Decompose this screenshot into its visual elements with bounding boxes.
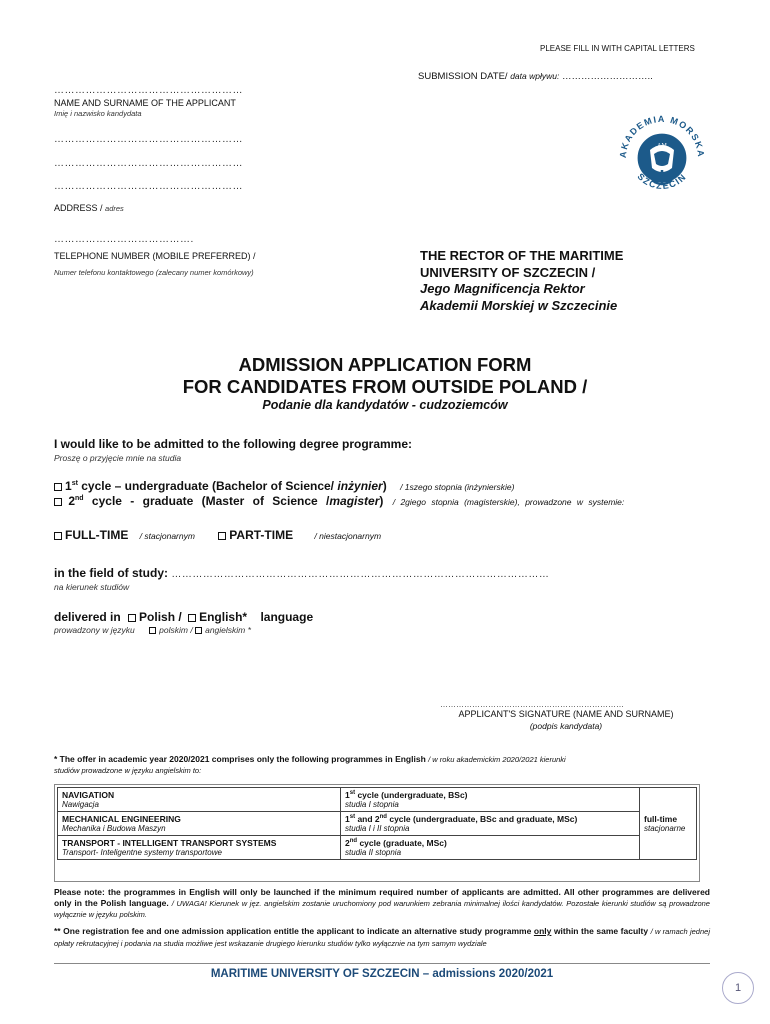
signature-field[interactable]: …………………………………………………………… — [440, 700, 624, 709]
offer-note — [54, 754, 714, 776]
table-cell-mode — [640, 788, 697, 860]
cycle-text: cycle (undergraduate, BSc) — [355, 790, 468, 800]
cycle-pl: studia I i II stopnia — [345, 824, 410, 833]
offer-text-pl: / w roku akademickim 2020/2021 kierunki — [428, 755, 566, 764]
footer-text: MARITIME UNIVERSITY OF SZCZECIN – admissions 2020/2021 — [210, 968, 554, 980]
cycle1-text: cycle – undergraduate (Bachelor of Science/ — [77, 479, 338, 493]
mode-label-pl: stacjonarne — [644, 824, 686, 833]
address-label-pl: adres — [105, 204, 124, 213]
field-of-study — [54, 566, 549, 580]
cycle2-pl: / 2giego stopnia (magisterskie), prowadzone w systemie: — [392, 497, 625, 507]
cycle2-sup: nd — [75, 495, 84, 502]
programme-heading: I would like to be admitted to the following degree programme: — [54, 437, 413, 451]
note-2-text-pl: / w ramach jednej opłaty rekrutacyjnej i podania na studia możliwe jest wskazanie drugiego kierunku studiów tylko wyłącznie na tym samym wydziale — [54, 927, 710, 948]
cycle-sup-2: nd — [379, 814, 387, 821]
fulltime-pl: / stacjonarnym — [139, 531, 195, 541]
table-row — [58, 788, 697, 812]
cycle-sup: nd — [349, 838, 358, 845]
cycle2-option[interactable] — [54, 494, 624, 508]
polish-pl-checkbox[interactable] — [149, 627, 156, 634]
cycle-text-2: cycle (undergraduate, BSc and graduate, MSc) — [386, 814, 578, 824]
submission-date-label-pl: data wpływu: — [510, 71, 560, 81]
polish-checkbox[interactable] — [128, 614, 136, 622]
cycle1-checkbox[interactable] — [54, 483, 62, 491]
programme-name: TRANSPORT - INTELLIGENT TRANSPORT SYSTEMS — [62, 838, 277, 848]
name-label-pl: Imię i nazwisko kandydata — [54, 109, 142, 118]
fulltime-label: FULL-TIME — [65, 528, 129, 542]
english-label: English* — [199, 610, 248, 624]
note-2-only: only — [533, 926, 552, 936]
university-logo — [612, 106, 712, 206]
logo-text-bottom: SZCZECIN — [635, 171, 689, 192]
rector-line-4: Akademii Morskiej w Szczecinie — [420, 297, 618, 313]
cycle2-num: 2 — [68, 494, 76, 508]
rector-line-2: UNIVERSITY OF SZCZECIN / — [420, 264, 596, 280]
address-field-3[interactable]: ……………………………………………… — [54, 181, 243, 192]
table-row — [58, 836, 697, 860]
offer-text: * The offer in academic year 2020/2021 comprises only the following programmes in English — [54, 754, 426, 764]
cycle1-sup: st — [71, 480, 78, 487]
cycle1-pl: / 1szego stopnia (inżynierskie) — [400, 482, 515, 492]
parttime-checkbox[interactable] — [218, 532, 226, 540]
footer-divider — [54, 963, 710, 964]
name-label: NAME AND SURNAME OF THE APPLICANT — [54, 98, 236, 108]
english-pl: angielskim * — [205, 625, 251, 635]
cycle2-text: cycle - graduate (Master of Science / — [83, 494, 330, 508]
note-programmes — [54, 887, 710, 921]
programme-name: MECHANICAL ENGINEERING — [62, 814, 181, 824]
note-registration — [54, 926, 710, 949]
cycle1-close: ) — [382, 479, 387, 493]
delivered-pl: prowadzony w języku — [54, 625, 135, 635]
programme-heading-pl: Proszę o przyjęcie mnie na studia — [54, 453, 182, 463]
study-mode — [54, 528, 381, 542]
note-2-text-b: within the same faculty — [551, 926, 649, 936]
programme-name-pl: Transport- Inteligentne systemy transportowe — [62, 848, 222, 857]
polish-option[interactable] — [128, 610, 182, 624]
cycle-sup: st — [349, 790, 356, 797]
submission-date-label: SUBMISSION DATE/ — [418, 71, 508, 82]
logo-text-top: AKADEMIA MORSKA — [617, 113, 707, 159]
english-option[interactable] — [188, 610, 247, 624]
table-cell-cycle — [341, 788, 640, 812]
table-cell-cycle — [341, 836, 640, 860]
language-label: language — [260, 610, 314, 624]
table-cell-cycle — [341, 812, 640, 836]
cycle-num: 1 — [345, 814, 350, 824]
rector-address — [420, 248, 623, 314]
capital-letters-note: PLEASE FILL IN WITH CAPITAL LETTERS — [540, 44, 695, 53]
polish-pl: polskim / — [159, 625, 193, 635]
parttime-option[interactable] — [218, 528, 293, 542]
programmes-table-frame — [54, 784, 700, 882]
cycle2-close: ) — [379, 494, 384, 508]
fulltime-checkbox[interactable] — [54, 532, 62, 540]
programme-name-pl: Mechanika i Budowa Maszyn — [62, 824, 166, 833]
cycle-pl: studia I stopnia — [345, 800, 399, 809]
page-title: ADMISSION APPLICATION FORM — [238, 354, 532, 375]
field-of-study-input[interactable]: ……………………………………………………………………………………………… — [171, 569, 550, 580]
programme-name: NAVIGATION — [62, 790, 115, 800]
programme-name-pl: Nawigacja — [62, 800, 99, 809]
note-1-text: Please note: the programmes in English will only be launched if the minimum required number of applicants are admitted. All other programmes are delivered only in the Polish language. — [54, 887, 710, 908]
cycle1-option[interactable] — [54, 479, 514, 493]
english-checkbox[interactable] — [188, 614, 196, 622]
field-of-study-label: in the field of study: — [54, 566, 168, 580]
field-of-study-pl: na kierunek studiów — [54, 582, 130, 592]
note-1-text-pl: / UWAGA! Kierunek w jęz. angielskim zostanie uruchomiony pod warunkiem zebrania minimalnej ilości kandydatów. Pozostałe kierunki studiów są prowadzone wyłącznie w języku polskim. — [54, 898, 710, 919]
parttime-pl: / niestacjonarnym — [314, 531, 382, 541]
offer-text-pl-2: studiów prowadzone w języku angielskim to: — [54, 766, 202, 775]
cycle2-title: magister — [329, 494, 380, 508]
submission-date-field[interactable]: ……………………….. — [561, 71, 653, 82]
table-cell-programme — [58, 812, 341, 836]
cycle-pl: studia II stopnia — [345, 848, 402, 857]
cycle-sup: st — [349, 814, 356, 821]
page-number: 1 — [722, 972, 754, 1004]
address-field-2[interactable]: ……………………………………………… — [54, 158, 243, 169]
cycle1-title: inżynier — [337, 479, 383, 493]
phone-label-pl: Numer telefonu kontaktowego (zalecany numer komórkowy) — [54, 268, 254, 277]
cycle-text: cycle (graduate, MSc) — [357, 838, 447, 848]
parttime-label: PART-TIME — [229, 528, 294, 542]
language-choice — [54, 610, 313, 624]
table-row — [58, 812, 697, 836]
english-pl-checkbox[interactable] — [195, 627, 202, 634]
page-subtitle-pl: Podanie dla kandydatów - cudzoziemców — [262, 398, 508, 412]
seal-icon — [612, 106, 712, 206]
signature-label-pl: (podpis kandydata) — [529, 721, 603, 731]
fulltime-option[interactable] — [54, 528, 128, 542]
rector-line-1: THE RECTOR OF THE MARITIME — [420, 248, 624, 263]
polish-label: Polish / — [139, 610, 182, 624]
rector-line-3: Jego Magnificencja Rektor — [420, 281, 585, 296]
logo-monogram: AM — [657, 143, 667, 149]
mode-label: full-time — [644, 814, 678, 824]
signature-label: APPLICANT'S SIGNATURE (NAME AND SURNAME) — [458, 709, 674, 719]
phone-label: TELEPHONE NUMBER (MOBILE PREFERRED) / — [54, 251, 256, 261]
phone-field[interactable]: …………………………………. — [54, 234, 194, 245]
name-field[interactable]: ……………………………………………… — [54, 85, 243, 96]
submission-date — [418, 71, 653, 82]
table-cell-programme — [58, 788, 341, 812]
address-label — [54, 203, 124, 213]
cycle-num: 1 — [345, 790, 350, 800]
cycle2-checkbox[interactable] — [54, 498, 62, 506]
address-label-en: ADDRESS / — [54, 203, 103, 213]
language-choice-pl — [54, 625, 251, 635]
cycle1-num: 1 — [65, 479, 72, 493]
page-title-2: FOR CANDIDATES FROM OUTSIDE POLAND / — [182, 376, 588, 397]
delivered-label: delivered in — [54, 610, 121, 624]
cycle-num: 2 — [345, 838, 350, 848]
note-2-text: ** One registration fee and one admission application entitle the applicant to indicate an alternative study programme — [54, 926, 534, 936]
table-cell-programme — [58, 836, 341, 860]
programmes-table — [57, 787, 697, 860]
address-field-1[interactable]: ……………………………………………… — [54, 134, 243, 145]
cycle-text: and 2 — [355, 814, 380, 824]
